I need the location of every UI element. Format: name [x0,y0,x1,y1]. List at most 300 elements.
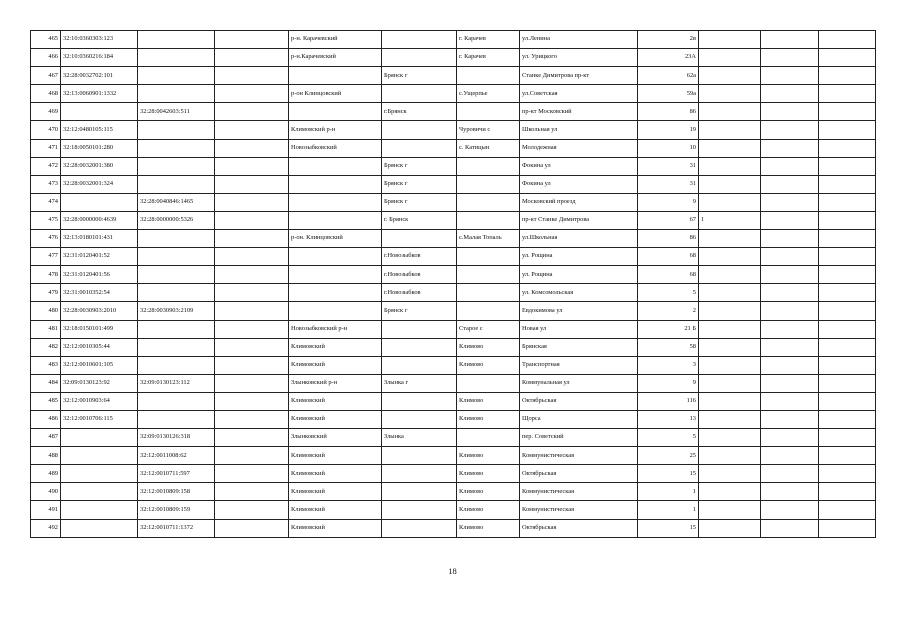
table-cell: 491 [31,501,61,519]
table-cell: 10 [638,139,699,157]
table-cell [457,175,520,193]
table-cell [215,31,289,49]
table-cell: Коммунистическая [520,483,638,501]
table-row [31,483,876,501]
table-cell: 481 [31,320,61,338]
table-cell: 480 [31,302,61,320]
table-cell: пр-кт Московский [520,103,638,121]
table-cell [699,157,761,175]
table-cell: 32:12:0010706:115 [61,410,138,428]
table-cell [382,49,457,67]
table-cell: Фокина ул [520,157,638,175]
table-cell: 32:12:0010601:105 [61,356,138,374]
table-cell [215,49,289,67]
table-cell [761,284,819,302]
table-cell: 483 [31,356,61,374]
table-cell [699,248,761,266]
table-cell [289,157,382,175]
table-cell: 31 [638,157,699,175]
table-cell: Климовский [289,483,382,501]
table-cell: Брянск г [382,302,457,320]
table-cell [289,67,382,85]
table-cell [819,284,876,302]
table-cell: 32:12:0010809:159 [138,501,215,519]
table-cell: 32:18:0150101:499 [61,320,138,338]
table-cell: г.Новозыбков [382,248,457,266]
table-cell: Климово [457,501,520,519]
table-cell: 490 [31,483,61,501]
table-cell [215,410,289,428]
table-cell: 485 [31,392,61,410]
table-cell: 32:13:0060901:1332 [61,85,138,103]
table-cell: 32:12:0010809:158 [138,483,215,501]
table-cell: Щорса [520,410,638,428]
table-row [31,429,876,447]
table-cell [457,211,520,229]
table-cell: ул. Рощина [520,248,638,266]
table-cell [215,465,289,483]
table-cell: 32:12:0010711:1372 [138,519,215,537]
table-cell [138,157,215,175]
table-row [31,175,876,193]
table-cell [215,374,289,392]
table-cell: Брянск г [382,67,457,85]
table-row [31,121,876,139]
table-cell: Климовский [289,465,382,483]
table-row [31,31,876,49]
table-cell [699,121,761,139]
table-row [31,49,876,67]
table-row [31,519,876,537]
table-cell [761,356,819,374]
table-cell [819,230,876,248]
table-cell: 32:28:0032702:101 [61,67,138,85]
table-cell [819,139,876,157]
table-cell [215,157,289,175]
table-cell: Климово [457,392,520,410]
table-cell: Старое с [457,320,520,338]
table-cell [215,501,289,519]
table-row [31,193,876,211]
table-cell: Злынковский р-н [289,374,382,392]
table-cell: р-он. Клинцовский [289,230,382,248]
table-cell [761,67,819,85]
table-cell [382,230,457,248]
table-cell: г.Новозыбков [382,266,457,284]
table-cell: Климовский [289,392,382,410]
table-cell [215,483,289,501]
table-cell: Коммунальная ул [520,374,638,392]
table-row [31,266,876,284]
table-cell: 486 [31,410,61,428]
table-cell: Климовский [289,501,382,519]
table-cell: р-н.Карачевский [289,49,382,67]
table-cell: 58 [638,338,699,356]
table-cell: с. Катицын [457,139,520,157]
table-cell [215,230,289,248]
table-cell: 32:28:0042603:511 [138,103,215,121]
table-cell: 465 [31,31,61,49]
table-cell: 467 [31,67,61,85]
table-cell [215,447,289,465]
table-cell: 32:10:0360303:123 [61,31,138,49]
table-cell [699,320,761,338]
table-cell [138,356,215,374]
table-cell: 5 [638,284,699,302]
table-cell: Климово [457,447,520,465]
table-cell [699,284,761,302]
table-cell: 476 [31,230,61,248]
table-row [31,392,876,410]
table-cell [819,85,876,103]
table-cell: 32:28:0000000:4639 [61,211,138,229]
table-cell [138,85,215,103]
table-cell [699,230,761,248]
table-cell: 32:12:0010903:64 [61,392,138,410]
table-cell [761,302,819,320]
table-cell: 32:28:0000000:5326 [138,211,215,229]
table-cell [699,302,761,320]
table-cell [215,67,289,85]
table-cell: р-н. Карачевский [289,31,382,49]
table-cell: Октябрьская [520,392,638,410]
table-cell [61,501,138,519]
table-cell [761,230,819,248]
table-cell: 5 [638,429,699,447]
table-cell [215,121,289,139]
table-cell [819,248,876,266]
table-cell: 32:31:0120401:52 [61,248,138,266]
table-cell: Климовский [289,519,382,537]
table-cell: 472 [31,157,61,175]
table-cell: Брянск г [382,157,457,175]
table-cell: 32:10:0360216:184 [61,49,138,67]
table-row [31,410,876,428]
table-cell: Новозыбковский р-н [289,320,382,338]
table-cell [761,519,819,537]
table-cell [761,447,819,465]
table-cell: 68 [638,266,699,284]
table-cell: с.Ущерпье [457,85,520,103]
table-cell: Климовский [289,447,382,465]
table-cell: 32:12:0010305:44 [61,338,138,356]
table-cell [819,193,876,211]
table-cell [457,374,520,392]
table-cell: 473 [31,175,61,193]
table-cell: г. Карачев [457,31,520,49]
table-cell: Чуровичи с [457,121,520,139]
table-cell: 32:28:0032001:324 [61,175,138,193]
table-cell [699,49,761,67]
table-cell: Новая ул [520,320,638,338]
table-cell [289,103,382,121]
table-cell: г.Брянск [382,103,457,121]
table-cell [761,49,819,67]
table-cell [699,429,761,447]
table-cell: 1 [638,483,699,501]
table-cell [382,338,457,356]
table-cell [382,320,457,338]
table-cell: 19 [638,121,699,139]
table-cell [382,356,457,374]
table-cell [215,302,289,320]
table-cell: 489 [31,465,61,483]
table-cell [819,67,876,85]
table-cell [699,465,761,483]
table-cell: Климовский р-н [289,121,382,139]
table-cell [819,374,876,392]
table-cell: 1 [699,211,761,229]
table-cell: Коммунистическая [520,501,638,519]
table-cell: 482 [31,338,61,356]
table-cell [699,31,761,49]
table-cell: 488 [31,447,61,465]
table-cell [138,67,215,85]
table-cell: 32:13:0180101:431 [61,230,138,248]
table-cell [215,211,289,229]
table-cell [215,519,289,537]
register-table [30,30,876,538]
table-cell: Евдокимова ул [520,302,638,320]
table-cell [819,49,876,67]
table-cell [761,103,819,121]
table-cell [382,519,457,537]
table-cell [138,320,215,338]
table-cell [699,338,761,356]
table-cell: 32:12:0011008:62 [138,447,215,465]
table-cell [819,175,876,193]
table-cell: г. Карачев [457,49,520,67]
table-cell: 470 [31,121,61,139]
table-cell [289,175,382,193]
table-cell [382,121,457,139]
table-cell [761,139,819,157]
table-cell [215,320,289,338]
table-cell: 471 [31,139,61,157]
table-cell: 466 [31,49,61,67]
table-cell: ул. Урицкого [520,49,638,67]
table-cell: 15 [638,519,699,537]
table-cell: 32:12:0480105:115 [61,121,138,139]
table-cell: г.Новозыбков [382,284,457,302]
table-cell [699,67,761,85]
table-cell [138,338,215,356]
table-cell: пер. Советский [520,429,638,447]
table-row [31,230,876,248]
table-cell [819,356,876,374]
table-row [31,67,876,85]
table-cell [138,266,215,284]
table-cell [215,392,289,410]
table-cell: Злынка г [382,374,457,392]
table-cell: 9 [638,374,699,392]
table-cell: 9 [638,193,699,211]
table-cell [699,356,761,374]
table-cell: Злынковский [289,429,382,447]
table-cell [761,175,819,193]
table-cell: 62а [638,67,699,85]
table-cell: 477 [31,248,61,266]
table-cell [382,465,457,483]
table-cell: Климовский [289,338,382,356]
table-cell: ул. Комсомольская [520,284,638,302]
table-cell: ул. Рощина [520,266,638,284]
table-cell [61,103,138,121]
table-cell [819,302,876,320]
table-cell [699,266,761,284]
table-cell: Станке Димитрова пр-кт [520,67,638,85]
table-cell: Октябрьская [520,465,638,483]
table-cell [699,519,761,537]
table-cell [761,157,819,175]
table-cell: Фокина ул [520,175,638,193]
table-cell: 15 [638,465,699,483]
table-cell: 86 [638,230,699,248]
table-cell [819,410,876,428]
table-cell: 478 [31,266,61,284]
table-cell [761,121,819,139]
table-cell [61,429,138,447]
table-cell [457,248,520,266]
table-cell [138,31,215,49]
table-cell: 86 [638,103,699,121]
table-cell [289,302,382,320]
table-row [31,501,876,519]
table-cell [382,501,457,519]
table-cell: Транспортная [520,356,638,374]
table-cell [138,139,215,157]
table-cell [699,410,761,428]
table-cell: Школьная ул [520,121,638,139]
table-row [31,211,876,229]
table-cell [819,501,876,519]
table-cell [761,31,819,49]
table-cell [289,193,382,211]
table-cell [761,193,819,211]
table-cell [382,483,457,501]
table-cell: 469 [31,103,61,121]
table-cell [761,320,819,338]
table-cell [699,139,761,157]
table-row [31,465,876,483]
table-cell [215,338,289,356]
table-row [31,157,876,175]
table-cell [699,392,761,410]
table-cell [215,85,289,103]
table-cell [819,157,876,175]
table-cell [382,447,457,465]
table-cell: Брянская [520,338,638,356]
table-cell: Московский проезд [520,193,638,211]
table-cell: 13 [638,410,699,428]
table-cell [761,248,819,266]
table-cell [138,410,215,428]
table-cell: 484 [31,374,61,392]
table-cell [289,248,382,266]
table-cell [457,103,520,121]
table-cell [138,230,215,248]
table-cell: 32:09:0130123:112 [138,374,215,392]
table-cell [138,49,215,67]
table-cell: Климово [457,410,520,428]
table-cell [61,465,138,483]
table-cell [215,284,289,302]
table-cell: Климово [457,483,520,501]
table-cell: Брянск г [382,193,457,211]
table-cell [761,410,819,428]
table-cell [819,429,876,447]
table-cell: Коммунистическая [520,447,638,465]
table-cell [215,193,289,211]
table-cell: 32:28:0030903:2010 [61,302,138,320]
table-cell: р-он Клинцовский [289,85,382,103]
table-cell [699,501,761,519]
table-cell: 25 [638,447,699,465]
table-cell [699,374,761,392]
table-cell [457,157,520,175]
table-cell [138,392,215,410]
table-cell: 32:31:0010352:54 [61,284,138,302]
table-cell: 32:31:0120401:56 [61,266,138,284]
table-cell [761,501,819,519]
table-cell: 474 [31,193,61,211]
table-cell [819,447,876,465]
table-cell [382,392,457,410]
table-cell: Климово [457,465,520,483]
table-row [31,302,876,320]
table-cell [819,338,876,356]
table-cell: Октябрьская [520,519,638,537]
table-cell: Климово [457,519,520,537]
table-cell: ул.Школьная [520,230,638,248]
table-cell [819,483,876,501]
table-cell: 32:18:0050101:280 [61,139,138,157]
table-cell [761,483,819,501]
table-cell [382,410,457,428]
table-cell: пр-кт Станке Димитрова [520,211,638,229]
table-cell: ул.Ленина [520,31,638,49]
table-cell: Молодежная [520,139,638,157]
table-cell [819,519,876,537]
table-cell [215,103,289,121]
table-cell: 67 [638,211,699,229]
table-cell [819,103,876,121]
table-cell [382,139,457,157]
table-row [31,338,876,356]
table-cell: 32:12:0010711:597 [138,465,215,483]
table-cell: 32:28:0040846:1465 [138,193,215,211]
table-cell: 492 [31,519,61,537]
table-cell [457,266,520,284]
table-row [31,447,876,465]
table-cell: 479 [31,284,61,302]
table-cell [819,392,876,410]
table-cell [138,248,215,266]
table-cell: 68 [638,248,699,266]
table-cell [289,266,382,284]
page-number: 18 [448,566,457,576]
table-cell: 487 [31,429,61,447]
table-cell [819,320,876,338]
table-cell [382,85,457,103]
table-cell: 468 [31,85,61,103]
table-cell: 2 [638,302,699,320]
table-cell: ул.Советская [520,85,638,103]
table-cell [761,429,819,447]
table-cell: 59а [638,85,699,103]
table-cell: Злынка [382,429,457,447]
table-cell: 32:09:0130126:318 [138,429,215,447]
